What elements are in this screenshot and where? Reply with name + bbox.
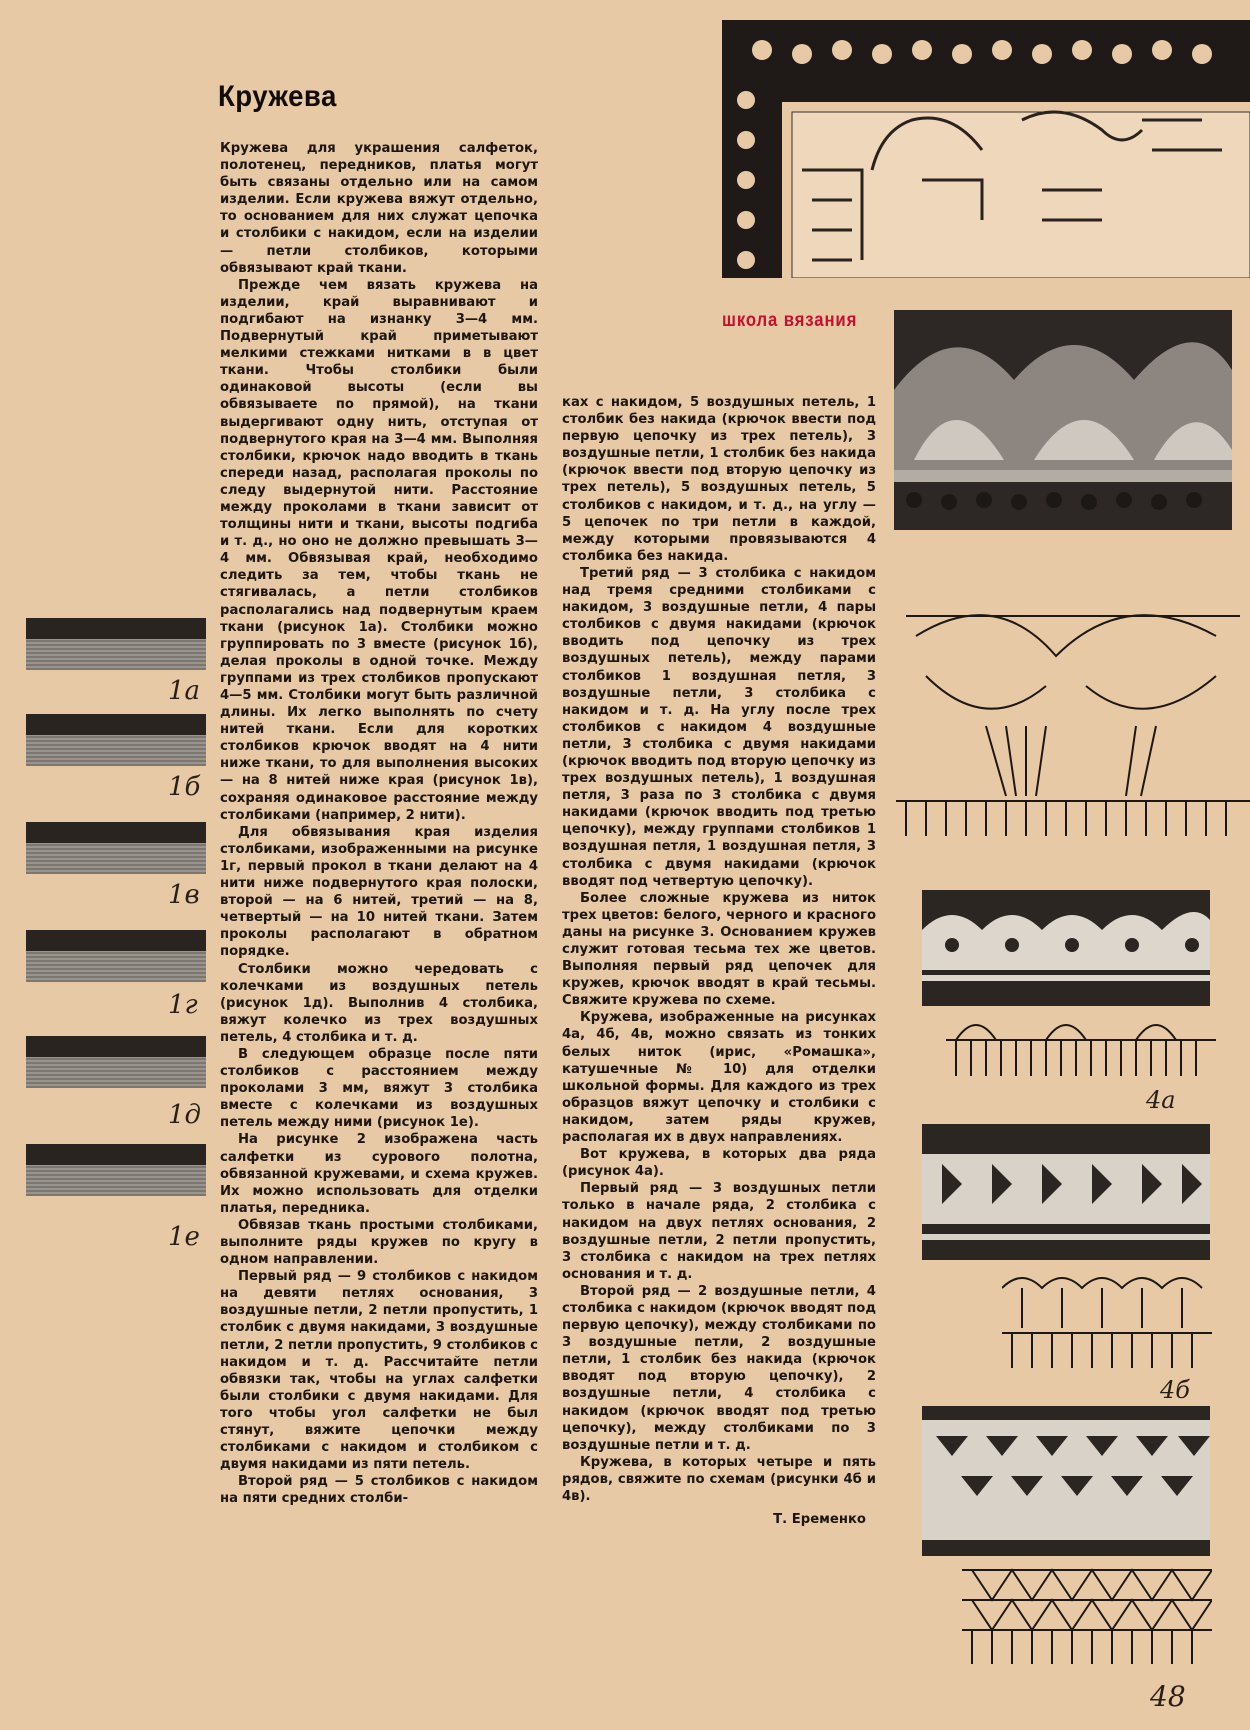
paragraph: В следующем образце после пяти столбиков с расстоянием между проколами 3 мм, вяжут 3 столбика вместе с колечками из воздушных петель между ними (рисунок 1е). [220,1046,538,1131]
swatch-1b [26,714,206,766]
paragraph: Первый ряд — 9 столбиков с накидом на девяти петлях основания, 3 воздушные петли, 2 петли пропустить, 1 столбик с двумя накидами, 3 воздушные петли, 2 петли пропустить, 9 столбиков с накидом и т. д. Рассчитайте петли обвязки так, чтобы на углах салфетки были столбики с двумя накидами. Для того чтобы угол салфетки не был стянут, вяжите цепочки между столбиками с накидом и столбиком с двумя накидами из пяти петель. [220,1269,538,1473]
fig-label-4b: 4б [1160,1376,1190,1404]
paragraph: Столбики можно чередовать с колечками из воздушных петель (рисунок 1д). Выполнив 4 столбика, вяжут колечко из трех воздушных петель, 4 столбика и т. д. [220,961,538,1045]
paragraph: Третий ряд — 3 столбика с накидом над тремя средними столбиками с накидом, 3 воздушные петли, 4 пары столбиков с двумя накидами (крючок вводить под цепочку из трех воздушных петель), между парами столбиков 1 воздушная петля, 3 воздушные петли, 3 столбика с накидом и т. д. На углу после трех столбиков с накидом 4 воздушные петли, 3 столбика с двумя накидами (крючок вводить под вторую цепочку из трех воздушных петель), 1 воздушная петля, 3 раза по 3 столбика с двумя накидами (крючок вводить под третью цепочку), между группами столбиков 1 воздушная петля, 1 воздушная петля, 3 столбика с двумя накидами (крючок вводят под четвертую цепочку). [562,565,877,889]
lace-4a-scheme [946,1010,1216,1082]
page-number: 48 [1150,1680,1186,1713]
paragraph: Прежде чем вязать кружева на изделии, край выравнивают и подгибают на изнанку 3—4 мм. Подвернутый край приметывают мелкими стежками нитками в в цвет ткани. Чтобы столбики были одинаковой высоты (если вы обвязываете по прямой), на ткани выдергивают одну нить, отступая от подвернутого края на 3—4 мм. Выполняя столбики, крючок надо вводить в ткань спереди назад, располагая проколы по следу выдернутой нити. Расстояние между проколами в ткани зависит от толщины нити и ткани, высоты подгиба и т. д., но оно не должно превышать 3—4 мм. Обвязывая край, необходимо следить за тем, чтобы ткань не стягивалась, а петли столбиков располагались над подвернутым краем ткани (рисунок 1а). Столбики можно группировать по 3 вместе (рисунок 1б), делая проколы в одной точке. Между группами из трех столбиков пропускают 4—5 мм. Столбики могут быть различной длины. Их легко выполнять по счету нитей ткани. Если для коротких столбиков крючок вводят на 4 нити ниже ткани, то для выполнения высоких — на 8 нитей ниже края (рисунок 1в), сохраняя одинаковое расстояние между столбиками (например, 2 нити). [220,277,538,823]
paragraph: Для обвязывания края изделия столбиками, изображенными на рисунке 1г, первый прокол в ткани делают на 4 нити ниже подвернутого края полоски, второй — на 6 нитей, третий — на 8, четвертый — на 10 нитей ткани. Затем проколы располагают в обратном порядке. [220,824,538,960]
lace-4b-photo [922,1124,1210,1260]
paragraph: Кружева для украшения салфеток, полотенец, передников, платья могут быть связаны отдельно или на самом изделии. Если кружева вяжут отдельно, то основанием для них служат цепочка и столбики с накидом, если на изделии — петли столбиков, которыми обвязывают край ткани. [220,141,538,276]
swatch-label-1d: 1д [168,1100,202,1130]
paragraph: Второй ряд — 5 столбиков с накидом на пяти средних столби- [220,1474,538,1507]
swatch-1g [26,930,206,982]
paragraph: ках с накидом, 5 воздушных петель, 1 столбик без накида (крючок ввести под первую цепочку из трех петель), 3 воздушные петли, 1 столбик без накида (крючок ввести под вторую цепочку из трех петель), 5 воздушных петель, 5 столбиков с накидом, и т. д., на углу — 5 цепочек по три петли в каждой, между которыми провязываются 4 столбика без накида. [562,395,876,564]
paragraph: Более сложные кружева из ниток трех цветов: белого, черного и красного даны на рисунке 3. Основанием кружев служит готовая тесьма тех же цветов. Выполняя первый ряд цепочек для кружев, крючок вводят в край тесьмы. Свяжите кружева по схеме. [562,890,876,1009]
swatch-label-1g: 1г [168,990,198,1020]
author-signature: Т. Еременко [773,1512,866,1528]
paragraph: Второй ряд — 2 воздушные петли, 4 столбика с накидом (крючок вводят под первую цепочку), между столбиками по 3 воздушные петли, 2 воздушные петли, 1 столбик без накида (крючок вводят под вторую цепочку), 2 воздушные петли, 4 столбика с накидом (крючок вводят под третью цепочку), между столбиками по 3 воздушные петли и т. д. [562,1283,876,1453]
napkin-corner-illustration [722,20,1250,278]
paragraph: Вот кружева, в которых два ряда (рисунок 4а). [562,1147,876,1180]
paragraph: Кружева, изображенные на рисунках 4а, 4б, 4в, можно связать из тонких белых ниток (ирис, «Ромашка», катушечные № 10) для отделки школьной формы. Для каждого из трех образцов вяжут цепочку и столбики с накидом, затем ряды кружев, располагая их в двух направлениях. [562,1010,876,1146]
lace-4v-photo [922,1406,1210,1556]
paragraph: Кружева, в которых четыре и пять рядов, свяжите по схемам (рисунки 4б и 4в). [562,1454,876,1504]
swatch-1v [26,822,206,874]
article-title: Кружева [218,80,337,113]
swatch-label-1b: 1б [168,772,201,802]
swatch-label-1a: 1а [168,676,201,706]
swatch-label-1v: 1в [168,880,200,910]
lace-4a-photo [922,890,1210,1006]
text-column-2 [562,394,876,1528]
paragraph: На рисунке 2 изображена часть салфетки из сурового полотна, обвязанной кружевами, и схема кружев. Их можно использовать для отделки платья, передника. [220,1132,538,1216]
text-column-1 [220,140,538,1508]
three-colour-lace-photo [894,310,1232,530]
lace-4v-scheme [962,1560,1212,1670]
three-colour-lace-scheme [896,596,1250,846]
swatch-1d [26,1036,206,1088]
paragraph: Первый ряд — 3 воздушных петли только в начале ряда, 2 столбика с накидом на двух петлях основания, 2 воздушные петли, 2 петли пропустить, 3 столбика с накидом на трех петлях основания и т. д. [562,1181,876,1282]
swatch-1a [26,618,206,670]
lace-4b-scheme [1002,1268,1212,1376]
swatch-label-1e: 1е [168,1222,200,1252]
swatch-1e [26,1144,206,1196]
fig-label-4a: 4а [1146,1086,1176,1114]
rubric-label: школа вязания [722,310,858,331]
paragraph: Обвязав ткань простыми столбиками, выполните ряды кружев по кругу в одном направлении. [220,1217,538,1268]
